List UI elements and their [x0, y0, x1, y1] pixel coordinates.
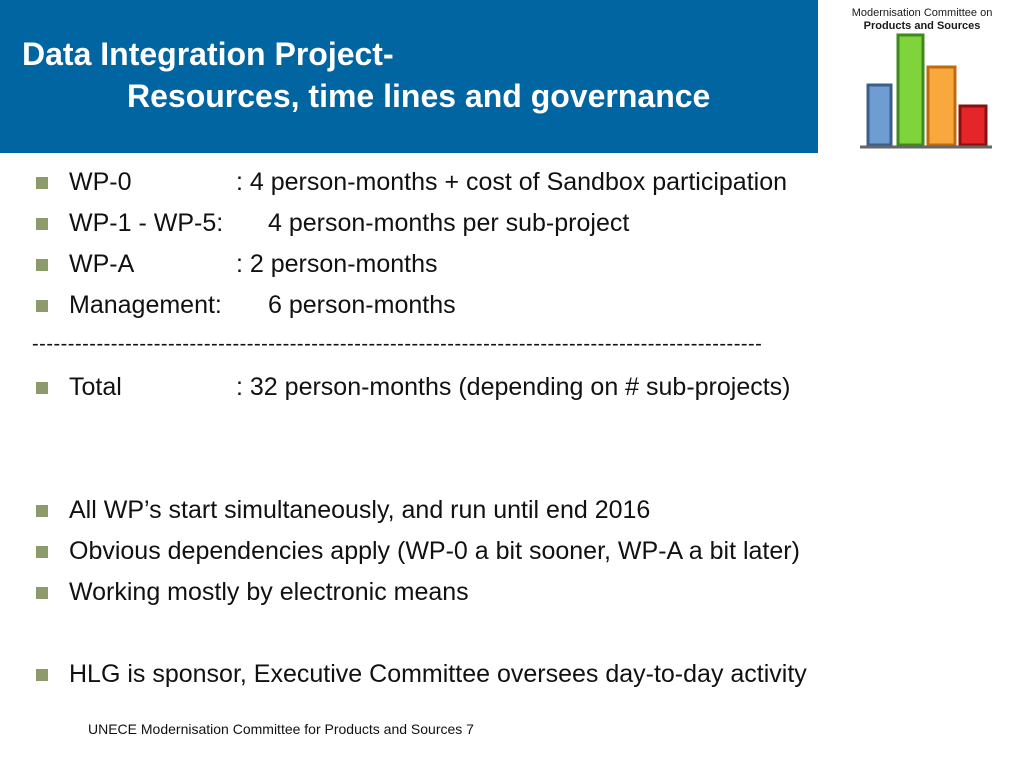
bullet-square-icon [36, 300, 48, 312]
bar-chart-logo-icon [856, 30, 996, 152]
bullet-square-icon [36, 218, 48, 230]
resource-label: Management: [69, 291, 222, 319]
bullet-square-icon [36, 669, 48, 681]
resource-label: WP-A [69, 250, 135, 278]
resource-label: WP-0 [69, 168, 132, 196]
bullet-square-icon [36, 177, 48, 189]
logo-caption-line2: Products and Sources [863, 20, 981, 32]
timeline-text: Obvious dependencies apply (WP-0 a bit sooner, WP-A a bit later) [69, 537, 800, 565]
bullet-square-icon [36, 505, 48, 517]
logo-caption-line1: Modernisation Committee on [851, 7, 993, 19]
logo-bar-orange [928, 67, 955, 145]
page-title: Data Integration Project- [22, 36, 394, 72]
resource-value: : 4 person-months + cost of Sandbox participation [236, 168, 788, 196]
total-value: : 32 person-months (depending on # sub-projects) [236, 373, 791, 401]
footer-text: UNECE Modernisation Committee for Products and Sources 7 [88, 721, 474, 737]
governance-text: HLG is sponsor, Executive Committee oversees day-to-day activity [69, 660, 807, 688]
logo-bar-red [960, 106, 986, 145]
timeline-text: All WP’s start simultaneously, and run until end 2016 [69, 496, 651, 524]
bullet-square-icon [36, 382, 48, 394]
bullet-square-icon [36, 587, 48, 599]
title-banner [0, 0, 818, 153]
bullet-square-icon [36, 546, 48, 558]
separator-line: ------------------------------------------------------------------------------------------------------ [32, 333, 763, 355]
resource-value: 6 person-months [268, 291, 456, 319]
bullet-square-icon [36, 259, 48, 271]
resource-value: 4 person-months per sub-project [268, 209, 630, 237]
resource-label: WP-1 - WP-5: [69, 209, 224, 237]
page-subtitle: Resources, time lines and governance [127, 78, 711, 114]
resource-value: : 2 person-months [236, 250, 438, 278]
total-label: Total [69, 373, 122, 401]
timeline-text: Working mostly by electronic means [69, 578, 469, 606]
logo-bar-green [898, 35, 923, 145]
logo-bar-blue [868, 85, 891, 145]
